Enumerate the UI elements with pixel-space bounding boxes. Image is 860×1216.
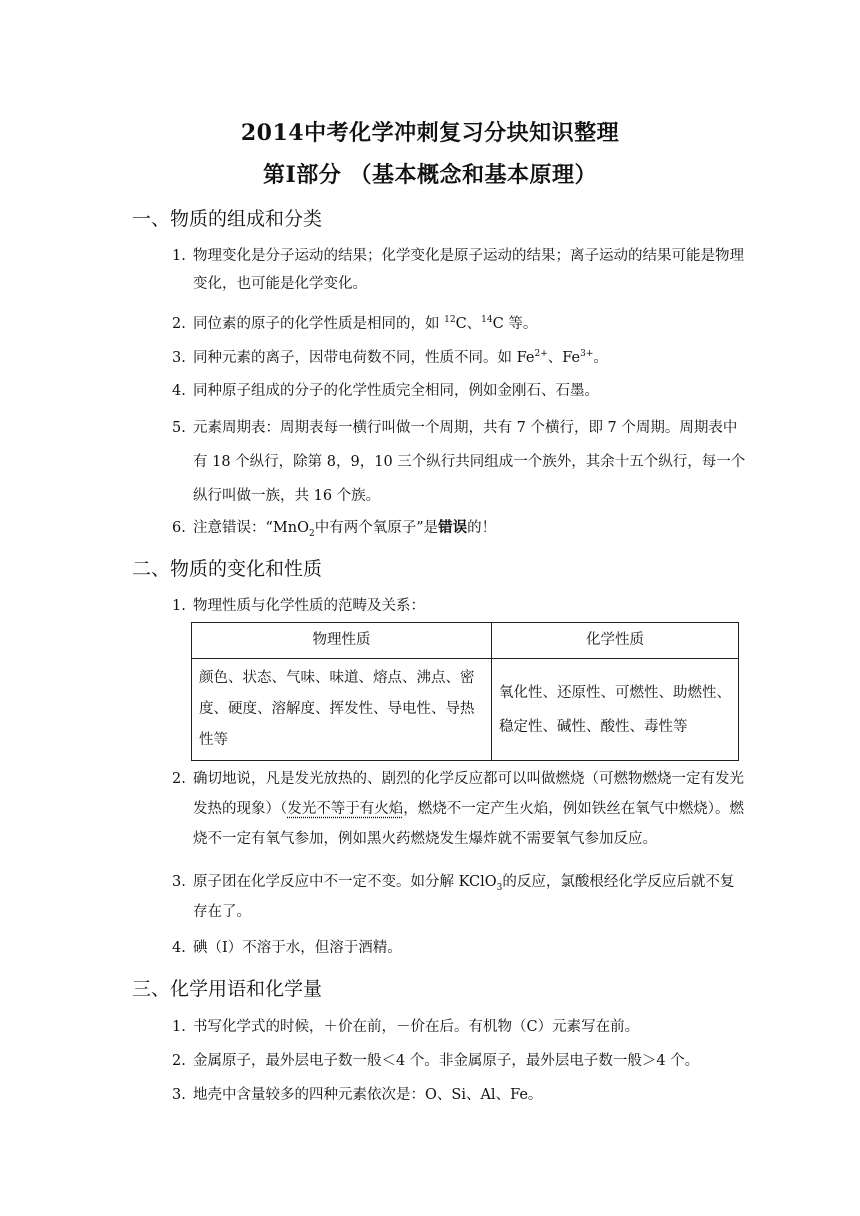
item-text: 同种原子组成的分子的化学性质完全相同，例如金刚石、石墨。 <box>193 383 599 399</box>
item-number: 1. <box>172 248 186 264</box>
list-item <box>172 934 747 962</box>
item-number: 6. <box>172 520 186 536</box>
item-text: 同种元素的离子，因带电荷数不同，性质不同。如 $Fe^{2+}$、$Fe^{3+}$。 <box>193 349 608 366</box>
item-number: 4. <box>172 940 186 956</box>
item-number: 1. <box>172 1019 186 1035</box>
item-text: 地壳中含量较多的四种元素依次是：O、Si、Al、Fe。 <box>193 1087 543 1103</box>
list-item <box>172 344 747 372</box>
table-row <box>192 659 739 761</box>
item-text: 物理变化是分子运动的结果；化学变化是原子运动的结果；离子运动的结果可能是物理变化，也可能是化学变化。 <box>193 248 744 292</box>
table-header-physical: 物理性质 <box>192 623 492 659</box>
item-text: 同位素的原子的化学性质是相同的，如 $^{12}$C、$^{14}$C 等。 <box>193 315 538 332</box>
error-emphasis: 错误 <box>438 520 468 536</box>
item-number: 3. <box>172 874 186 890</box>
table-cell-physical: 颜色、状态、气味、味道、熔点、沸点、密度、硬度、溶解度、挥发性、导电性、导热性等 <box>192 659 492 761</box>
list-item <box>172 1081 747 1109</box>
item-number: 2. <box>172 771 186 787</box>
item-text: 注意错误：“MnO$_2$中有两个氧原子”是错误的！ <box>193 520 497 539</box>
properties-table <box>191 622 739 761</box>
document-title: 2014中考化学冲刺复习分块知识整理 <box>240 120 620 146</box>
item-text: 确切地说，凡是发光放热的、剧烈的化学反应都可以叫做燃烧（可燃物燃烧一定有发光发热的现象）（发光不等于有火焰，燃烧不一定产生火焰，例如铁丝在氧气中燃烧）。燃烧不一定有氧气参加，例如黑火药燃烧发生爆炸就不需要氧气参加反应。 <box>193 771 744 847</box>
item-number: 2. <box>172 316 186 332</box>
item-number: 3. <box>172 350 186 366</box>
item-number: 2. <box>172 1053 186 1069</box>
list-item <box>172 514 747 542</box>
list-item <box>172 1047 747 1075</box>
item-number: 5. <box>172 420 186 436</box>
list-item <box>172 867 747 927</box>
table-header-chemical: 化学性质 <box>492 623 739 659</box>
list-item <box>172 310 747 338</box>
list-item <box>172 242 747 298</box>
item-text: 原子团在化学反应中不一定不变。如分解 KClO$_3$的反应，氯酸根经化学反应后就不复存在了。 <box>193 874 735 920</box>
item-text: 元素周期表：周期表每一横行叫做一个周期，共有 7 个横行，即 7 个周期。周期表中有 18 个纵行，除第 8，9，10 三个纵行共同组成一个族外，其余十五个纵行，每一个纵行叫做一族，共 16 个族。 <box>193 420 746 504</box>
section-heading-composition: 一、物质的组成和分类 <box>132 208 323 230</box>
section-heading-terms: 三、化学用语和化学量 <box>132 978 323 1000</box>
item-number: 4. <box>172 383 186 399</box>
list-item <box>172 592 747 620</box>
item-number: 3. <box>172 1087 186 1103</box>
list-item <box>172 411 747 513</box>
list-item <box>172 377 747 405</box>
section-heading-changes: 二、物质的变化和性质 <box>132 558 323 580</box>
list-item <box>172 1013 747 1041</box>
item-text: 金属原子，最外层电子数一般＜4 个。非金属原子，最外层电子数一般＞4 个。 <box>193 1053 700 1069</box>
list-item <box>172 764 747 854</box>
item-number: 1. <box>172 598 186 614</box>
dotted-emphasis: 发光不等于有火焰 <box>287 801 404 817</box>
item-text: 物理性质与化学性质的范畴及关系： <box>193 598 425 614</box>
table-cell-chemical: 氧化性、还原性、可燃性、助燃性、稳定性、碱性、酸性、毒性等 <box>492 659 739 761</box>
table-header-row <box>192 623 739 659</box>
item-text: 碘（I）不溶于水，但溶于酒精。 <box>193 940 402 956</box>
document-subtitle: 第Ⅰ部分 （基本概念和基本原理） <box>263 162 597 188</box>
item-text: 书写化学式的时候，＋价在前，－价在后。有机物（C）元素写在前。 <box>193 1019 640 1035</box>
